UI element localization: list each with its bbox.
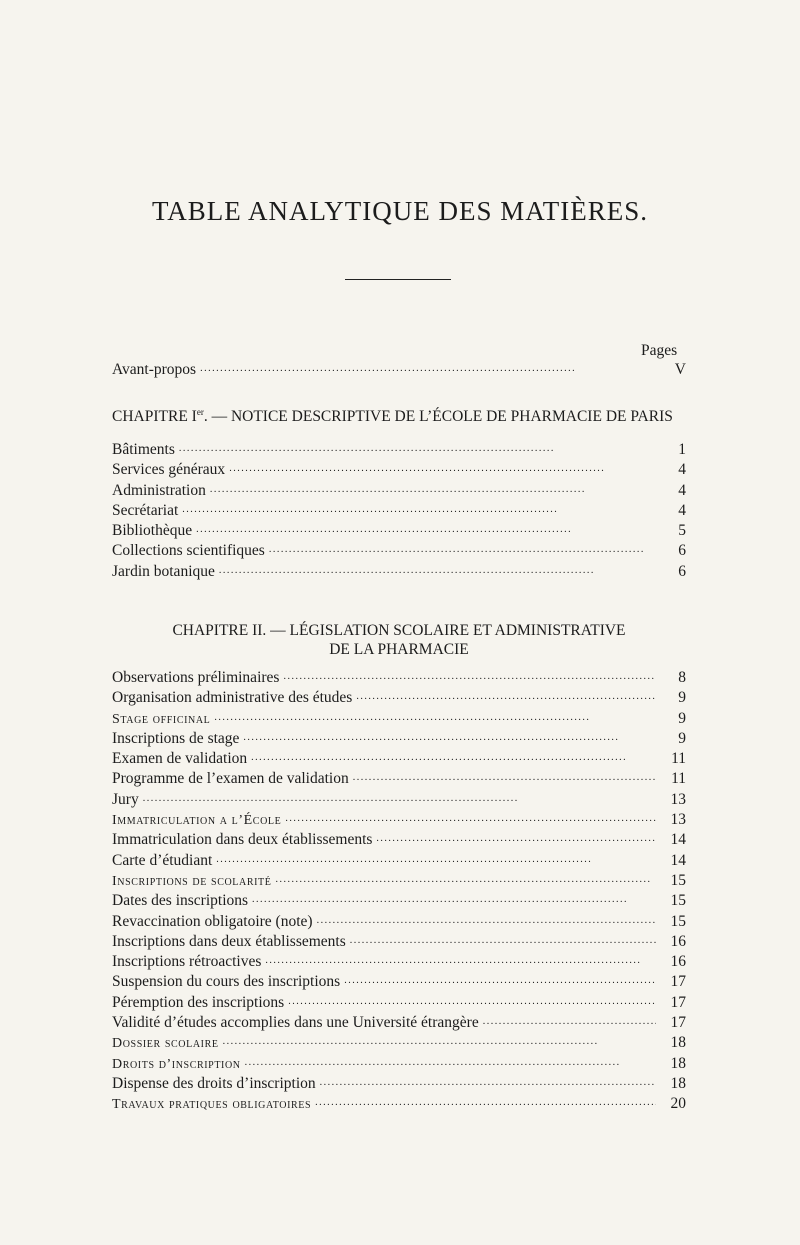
toc-entry-label: Inscriptions rétroactives xyxy=(112,953,262,971)
leader-dots xyxy=(376,830,656,844)
leader-dots xyxy=(182,501,656,515)
toc-entry-page: 20 xyxy=(670,1095,686,1113)
leader-dots xyxy=(269,541,656,555)
toc-entry-label: Stage officinal xyxy=(112,711,211,727)
chapter-1-entries xyxy=(112,440,686,582)
toc-entry-label: Immatriculation a l’École xyxy=(112,813,282,829)
toc-entry xyxy=(112,830,686,850)
leader-dots xyxy=(350,932,656,946)
toc-entry xyxy=(112,769,686,789)
leader-dots xyxy=(245,1054,656,1068)
leader-dots xyxy=(214,709,656,723)
toc-entry-label: Collections scientifiques xyxy=(112,542,265,560)
toc-entry-label: Administration xyxy=(112,481,206,499)
toc-entry-label: Jury xyxy=(112,790,139,808)
leader-dots xyxy=(317,912,656,926)
toc-entry xyxy=(112,501,686,521)
toc-entry xyxy=(112,729,686,749)
leader-dots xyxy=(243,729,656,743)
toc-entry-page: 13 xyxy=(670,811,686,829)
toc-entry-page: 14 xyxy=(670,831,686,849)
toc-entry-page: 18 xyxy=(670,1074,686,1092)
leader-dots xyxy=(275,871,656,885)
toc-entry-page: 11 xyxy=(671,770,686,788)
toc-entry-label: Dates des inscriptions xyxy=(112,892,249,910)
toc-entry-page: 6 xyxy=(678,562,686,580)
toc-entry xyxy=(112,1094,686,1114)
toc-entry-page: 8 xyxy=(678,669,686,686)
leader-dots xyxy=(252,891,656,905)
toc-entry xyxy=(112,668,686,688)
leader-dots xyxy=(223,1033,656,1047)
toc-entry xyxy=(112,1054,686,1074)
leader-dots xyxy=(210,481,656,495)
toc-entry-label: Travaux pratiques obligatoires xyxy=(112,1097,312,1113)
toc-entry-label: Bâtiments xyxy=(112,441,175,458)
toc-entry-label: Services généraux xyxy=(112,461,226,479)
toc-entry-label: Péremption des inscriptions xyxy=(112,993,285,1011)
toc-entry xyxy=(112,912,686,932)
toc-entry-label: Revaccination obligatoire (note) xyxy=(112,912,313,930)
toc-entry-page: 9 xyxy=(678,689,686,707)
toc-entry xyxy=(112,360,686,380)
leader-dots xyxy=(251,749,656,763)
leader-dots xyxy=(353,769,656,783)
toc-entry xyxy=(112,810,686,830)
toc-entry-page: 4 xyxy=(678,461,686,479)
toc-entry-label: Suspension du cours des inscriptions xyxy=(112,973,341,991)
toc-entry-label: Secrétariat xyxy=(112,501,179,519)
toc-entry xyxy=(112,1013,686,1033)
toc-entry xyxy=(112,749,686,769)
toc-entry-label: Droits d’inscription xyxy=(112,1056,241,1072)
toc-entry-label: Inscriptions de scolarité xyxy=(112,873,272,889)
toc-entry-page: 18 xyxy=(670,1054,686,1072)
leader-dots xyxy=(229,460,656,474)
chapter-1-sup: er xyxy=(196,407,204,417)
pages-column-header: Pages xyxy=(641,342,678,359)
toc-entry-label: Observations préliminaires xyxy=(112,669,280,686)
leader-dots xyxy=(200,360,656,374)
preface-section xyxy=(112,360,686,380)
toc-entry-page: V xyxy=(674,361,686,378)
chapter-2-title-line1: CHAPITRE II. — LÉGISLATION SCOLAIRE ET ADMINISTRATIVE xyxy=(172,622,626,639)
toc-entry xyxy=(112,709,686,729)
chapter-2-heading xyxy=(112,621,686,659)
toc-entry xyxy=(112,891,686,911)
toc-entry-page: 17 xyxy=(670,993,686,1011)
toc-entry-label: Examen de validation xyxy=(112,750,248,768)
toc-entry-label: Avant-propos xyxy=(112,361,197,378)
chapter-2-entries xyxy=(112,668,686,1115)
leader-dots xyxy=(288,993,656,1007)
toc-entry-label: Programme de l’examen de validation xyxy=(112,770,349,788)
toc-entry xyxy=(112,440,686,460)
toc-entry-label: Immatriculation dans deux établissements xyxy=(112,831,373,849)
chapter-2-title-line2: DE LA PHARMACIE xyxy=(329,641,469,658)
toc-entry xyxy=(112,952,686,972)
toc-entry-label: Validité d’études accomplies dans une Université étrangère xyxy=(112,1014,479,1032)
leader-dots xyxy=(143,790,656,804)
toc-entry-page: 5 xyxy=(678,522,686,540)
toc-entry xyxy=(112,460,686,480)
leader-dots xyxy=(216,851,656,865)
toc-entry-page: 17 xyxy=(670,1014,686,1032)
chapter-1-heading xyxy=(112,407,686,426)
toc-entry xyxy=(112,688,686,708)
leader-dots xyxy=(344,972,656,986)
toc-entry-page: 18 xyxy=(670,1034,686,1052)
toc-entry xyxy=(112,521,686,541)
toc-entry-page: 16 xyxy=(670,953,686,971)
leader-dots xyxy=(179,440,656,454)
toc-entry-page: 13 xyxy=(670,790,686,808)
leader-dots xyxy=(356,688,656,702)
toc-entry xyxy=(112,871,686,891)
toc-entry-page: 1 xyxy=(678,441,686,458)
leader-dots xyxy=(315,1094,656,1108)
toc-entry-page: 14 xyxy=(670,851,686,869)
toc-entry-label: Jardin botanique xyxy=(112,562,215,580)
toc-entry xyxy=(112,541,686,561)
toc-entry xyxy=(112,932,686,952)
toc-entry-page: 4 xyxy=(678,501,686,519)
toc-entry xyxy=(112,790,686,810)
toc-entry xyxy=(112,481,686,501)
toc-entry-label: Bibliothèque xyxy=(112,522,193,540)
chapter-1-number: CHAPITRE I xyxy=(112,408,197,426)
toc-entry-label: Inscriptions de stage xyxy=(112,729,240,747)
toc-entry-page: 17 xyxy=(670,973,686,991)
toc-entry-label: Carte d’étudiant xyxy=(112,851,213,869)
toc-entry-page: 11 xyxy=(671,750,686,768)
toc-entry xyxy=(112,851,686,871)
toc-entry-page: 4 xyxy=(678,481,686,499)
leader-dots xyxy=(320,1074,656,1088)
toc-entry-page: 9 xyxy=(678,709,686,727)
leader-dots xyxy=(285,810,656,824)
toc-entry-page: 16 xyxy=(670,932,686,950)
leader-dots xyxy=(196,521,656,535)
leader-dots xyxy=(219,562,656,576)
toc-entry-page: 15 xyxy=(670,871,686,889)
toc-entry-label: Inscriptions dans deux établissements xyxy=(112,932,346,950)
toc-entry-label: Organisation administrative des études xyxy=(112,689,353,707)
title-rule xyxy=(345,279,451,280)
toc-entry xyxy=(112,1074,686,1094)
toc-entry xyxy=(112,562,686,582)
toc-entry-page: 15 xyxy=(670,912,686,930)
chapter-1-title: . — NOTICE DESCRIPTIVE DE L’ÉCOLE DE PHARMACIE DE PARIS xyxy=(203,408,673,426)
toc-entry-label: Dispense des droits d’inscription xyxy=(112,1074,316,1092)
toc-entry xyxy=(112,1033,686,1053)
toc-entry xyxy=(112,993,686,1013)
page-title: TABLE ANALYTIQUE DES MATIÈRES. xyxy=(151,196,649,226)
toc-entry-page: 6 xyxy=(678,542,686,560)
leader-dots xyxy=(283,668,656,682)
toc-entry xyxy=(112,972,686,992)
toc-entry-label: Dossier scolaire xyxy=(112,1036,219,1052)
leader-dots xyxy=(265,952,656,966)
leader-dots xyxy=(483,1013,656,1027)
toc-entry-page: 9 xyxy=(678,729,686,747)
toc-entry-page: 15 xyxy=(670,892,686,910)
